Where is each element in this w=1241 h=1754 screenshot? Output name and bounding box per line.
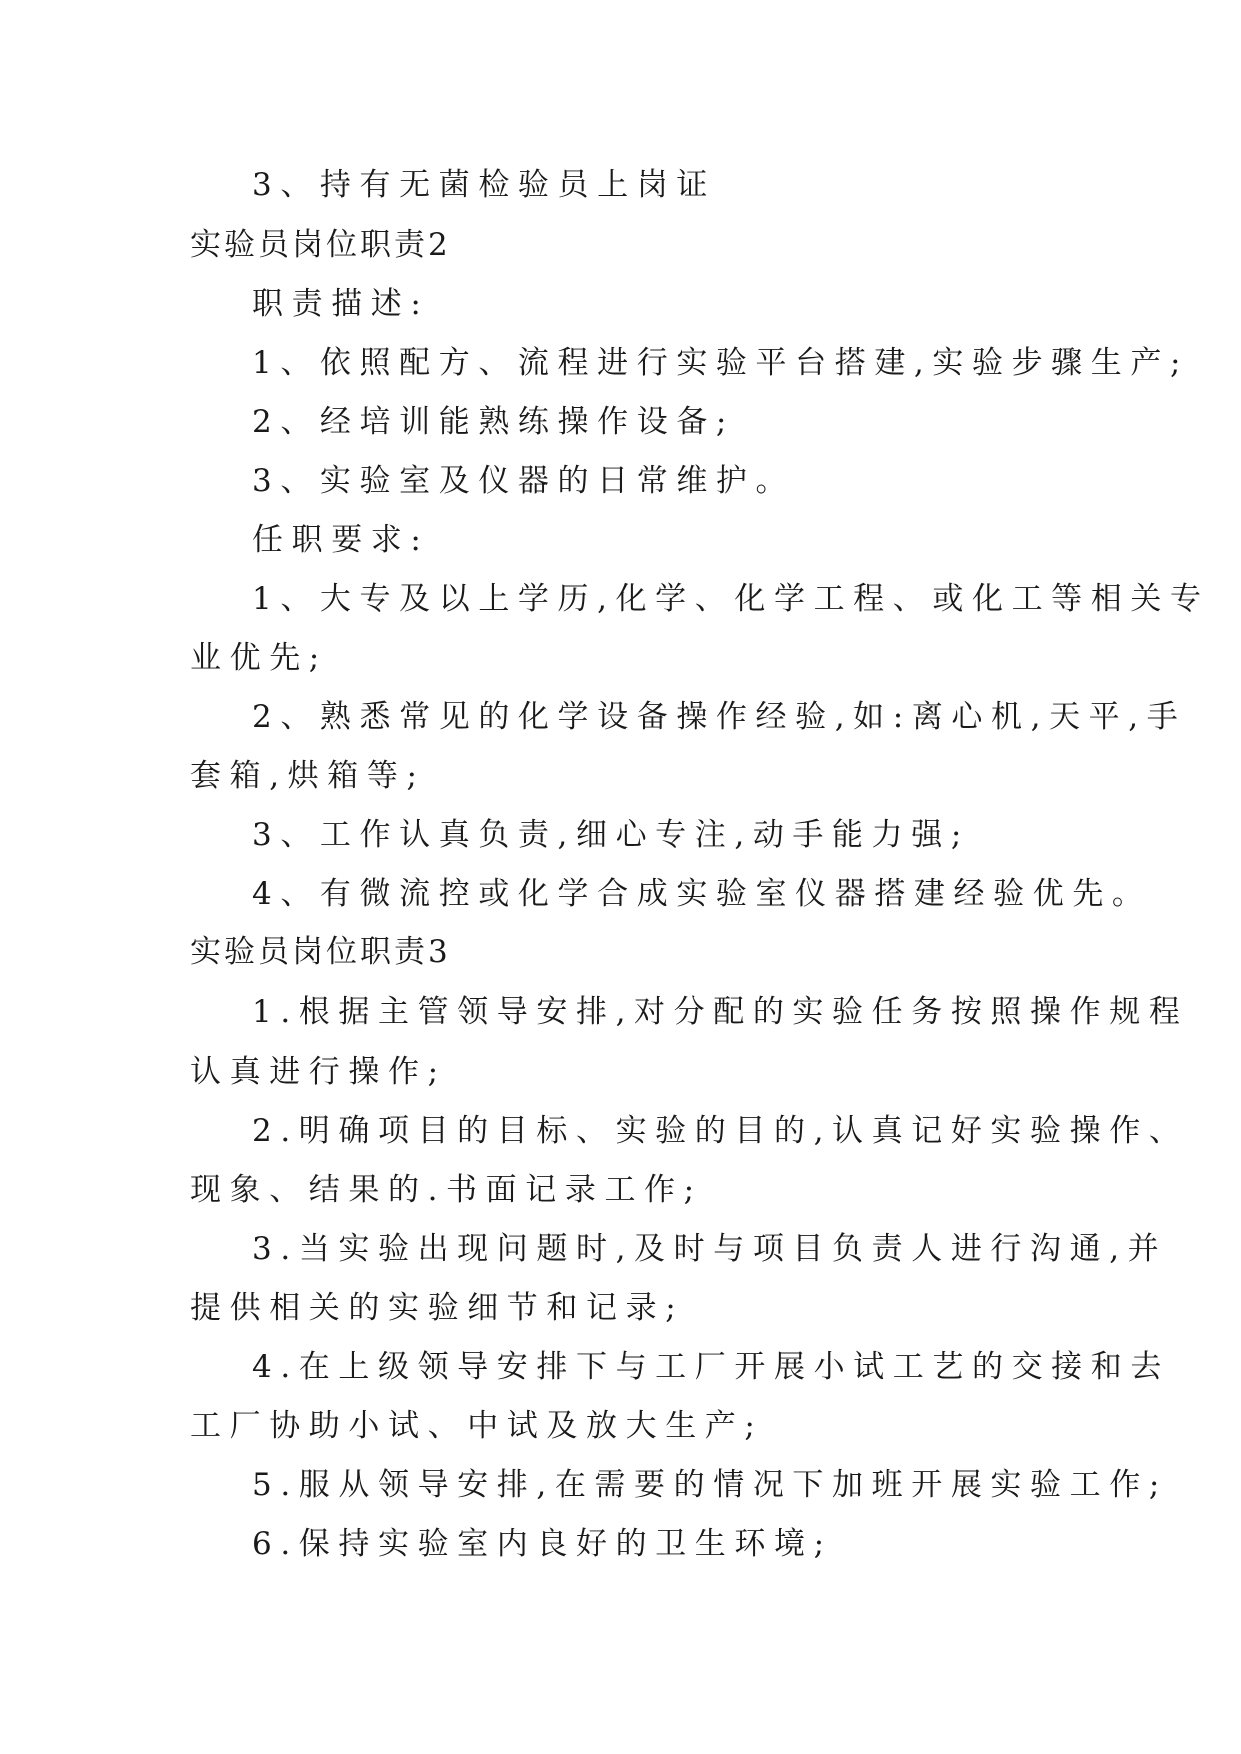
list-item: 5.服从领导安排,在需要的情况下加班开展实验工作; [252, 1467, 1168, 1503]
list-item: 3.当实验出现问题时,及时与项目负责人进行沟通,并 [252, 1231, 1168, 1267]
list-item: 1、大专及以上学历,化学、化学工程、或化工等相关专 [252, 581, 1210, 617]
list-item-continuation: 工厂协助小试、中试及放大生产; [190, 1408, 764, 1444]
section-heading: 实验员岗位职责3 [190, 934, 451, 970]
list-item: 3、工作认真负责,细心专注,动手能力强; [252, 817, 970, 853]
list-item-continuation: 业优先; [190, 640, 328, 676]
list-item: 4、有微流控或化学合成实验室仪器搭建经验优先。 [252, 876, 1152, 912]
list-item: 4.在上级领导安排下与工厂开展小试工艺的交接和去 [252, 1349, 1170, 1385]
section-heading: 实验员岗位职责2 [190, 227, 451, 263]
list-item-continuation: 套箱,烘箱等; [190, 758, 426, 794]
list-item: 2、经培训能熟练操作设备; [252, 404, 735, 440]
list-item: 2.明确项目的目标、实验的目的,认真记好实验操作、 [252, 1113, 1189, 1149]
list-item: 2、熟悉常见的化学设备操作经验,如:离心机,天平,手 [252, 699, 1187, 735]
list-item-continuation: 提供相关的实验细节和记录; [190, 1290, 685, 1326]
subheading-duties: 职责描述: [252, 286, 430, 322]
list-item-continuation: 认真进行操作; [190, 1054, 447, 1090]
list-item: 3、实验室及仪器的日常维护。 [252, 463, 796, 499]
list-item-continuation: 现象、结果的.书面记录工作; [190, 1172, 703, 1208]
list-item: 1.根据主管领导安排,对分配的实验任务按照操作规程 [252, 994, 1189, 1030]
list-item: 1、依照配方、流程进行实验平台搭建,实验步骤生产; [252, 345, 1190, 381]
list-item: 3、持有无菌检验员上岗证 [252, 167, 716, 203]
list-item: 6.保持实验室内良好的卫生环境; [252, 1526, 833, 1562]
subheading-requirements: 任职要求: [252, 522, 430, 558]
